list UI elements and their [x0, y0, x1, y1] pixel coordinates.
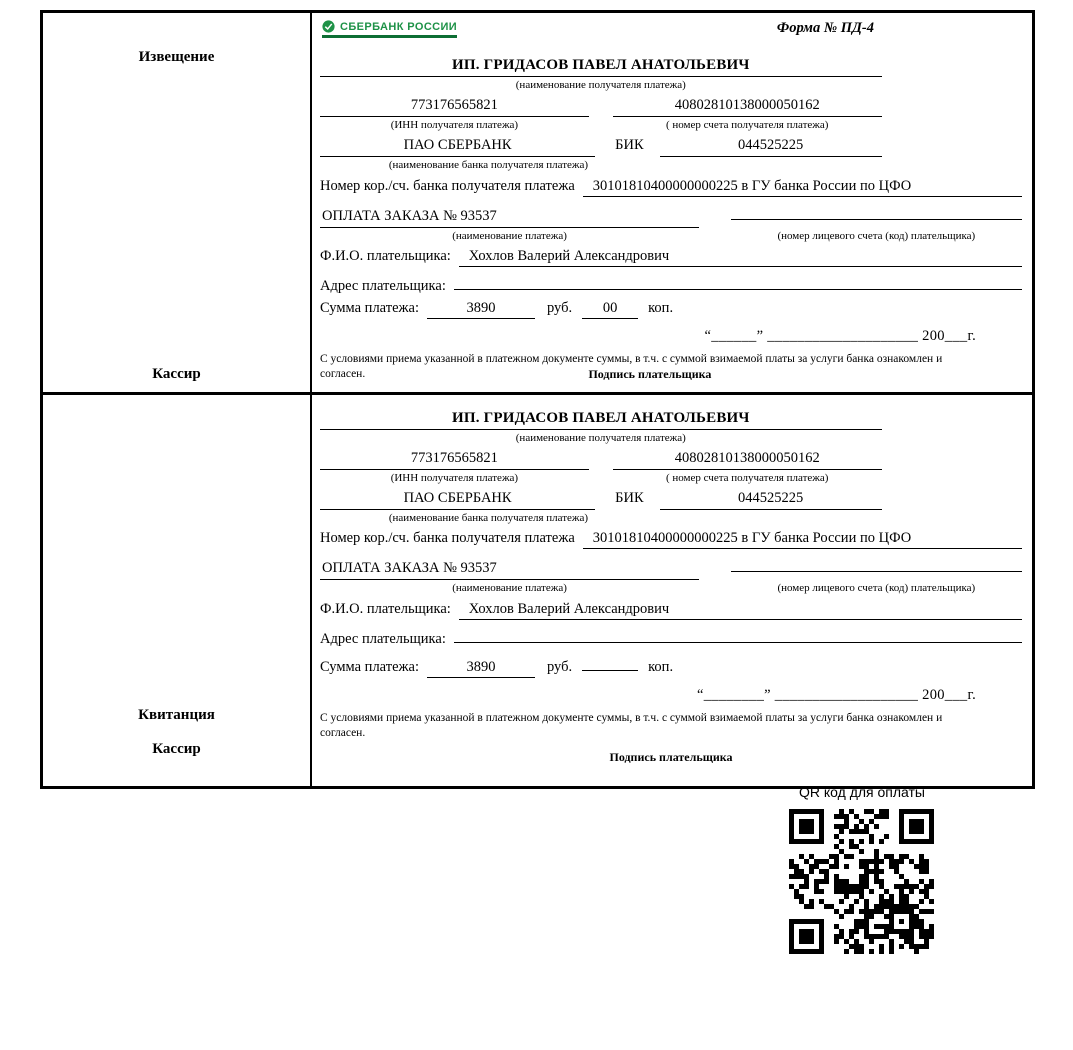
corr-account-label: Номер кор./сч. банка получателя платежа: [320, 530, 575, 547]
inn-value: 773176565821: [320, 97, 589, 117]
bank-name: ПАО СБЕРБАНК: [320, 137, 595, 157]
receipt-left-cell: [43, 395, 312, 786]
bank-caption: (наименование банка получателя платежа): [388, 512, 589, 525]
form-number: Форма № ПД-4: [776, 20, 874, 36]
payer-address-label: Адрес плательщика:: [320, 630, 446, 647]
amount-value: 3890: [427, 300, 535, 319]
amount-label: Сумма платежа:: [320, 658, 419, 675]
agreement-text: С условиями приема указанной в платежном документе суммы, в т.ч. с суммой взимаемой платы за услуги банка ознакомлен и согласен.: [320, 352, 943, 381]
bik-value: 044525225: [660, 490, 882, 510]
date-line: “________” ___________________ 200___г.: [696, 686, 976, 703]
account-caption: ( номер счета получателя платежа): [665, 119, 829, 132]
signature-label: Подпись плательщика: [588, 366, 712, 381]
amount-value: 3890: [427, 659, 535, 678]
bank-name: ПАО СБЕРБАНК: [320, 490, 595, 510]
payer-address-blank: [454, 625, 1022, 643]
qr-label: QR код для оплаты: [798, 784, 925, 800]
cashier-label: Кассир: [152, 365, 201, 382]
sberbank-logo: [322, 20, 457, 38]
payer-name-label: Ф.И.О. плательщика:: [320, 247, 451, 264]
notice-content: [312, 13, 1032, 392]
cashier-label: Кассир: [152, 740, 201, 757]
inn-caption: (ИНН получателя платежа): [390, 119, 519, 132]
qr-section: [789, 784, 935, 954]
kopeck-blank: [582, 653, 638, 671]
corr-account-label: Номер кор./сч. банка получателя платежа: [320, 177, 575, 194]
recipient-caption: (наименование получателя платежа): [515, 79, 686, 91]
receipt-content: [312, 395, 1032, 786]
date-line: “______” ____________________ 200___г.: [704, 327, 976, 344]
account-value: 40802810138000050162: [613, 450, 882, 470]
payer-name-label: Ф.И.О. плательщика:: [320, 600, 451, 617]
receipt-section: [43, 392, 1032, 786]
signature-label: Подпись плательщика: [609, 749, 733, 764]
rub-label: руб.: [547, 299, 573, 316]
recipient-name: ИП. ГРИДАСОВ ПАВЕЛ АНАТОЛЬЕВИЧ: [320, 410, 882, 430]
payment-purpose: ОПЛАТА ЗАКАЗА № 93537: [320, 560, 699, 580]
agreement-text: С условиями приема указанной в платежном документе суммы, в т.ч. с суммой взимаемой платы за услуги банка ознакомлен и согласен.: [320, 711, 943, 740]
sberbank-logo-text: СБЕРБАНК РОССИИ: [340, 20, 458, 33]
amount-label: Сумма платежа:: [320, 299, 419, 316]
bik-label: БИК: [615, 490, 644, 507]
recipient-name: ИП. ГРИДАСОВ ПАВЕЛ АНАТОЛЬЕВИЧ: [320, 57, 882, 77]
notice-header-row: [320, 20, 1022, 52]
inn-value: 773176565821: [320, 450, 589, 470]
inn-caption: (ИНН получателя платежа): [390, 471, 519, 484]
purpose-caption-gap: [699, 230, 731, 243]
kop-label: коп.: [648, 658, 674, 675]
bik-value: 044525225: [660, 137, 882, 157]
account-caption: ( номер счета получателя платежа): [665, 471, 829, 484]
personal-account-blank: [731, 202, 1022, 220]
payer-address-blank: [454, 272, 1022, 290]
payer-name-value: Хохлов Валерий Александрович: [459, 248, 1022, 267]
purpose-caption-gap: [699, 582, 731, 595]
kopeck-value: 00: [582, 300, 638, 319]
payment-purpose: ОПЛАТА ЗАКАЗА № 93537: [320, 208, 699, 228]
recipient-caption: (наименование получателя платежа): [515, 431, 686, 444]
bank-caption: (наименование банка получателя платежа): [388, 159, 589, 172]
personal-account-caption: (номер лицевого счета (код) плательщика): [777, 229, 976, 242]
kop-label: коп.: [648, 299, 674, 316]
rub-label: руб.: [547, 658, 573, 675]
payer-address-label: Адрес плательщика:: [320, 277, 446, 294]
pd4-payment-form: [40, 10, 1035, 789]
sberbank-logo-bar: [322, 35, 457, 38]
purpose-caption: (наименование платежа): [452, 582, 567, 595]
notice-section: [43, 13, 1032, 392]
receipt-label: Квитанция: [138, 706, 215, 723]
personal-account-caption: (номер лицевого счета (код) плательщика): [777, 582, 976, 595]
personal-account-blank: [731, 554, 1022, 572]
notice-left-cell: [43, 13, 312, 392]
qr-code: [789, 809, 934, 954]
corr-account-value: 30101810400000000225 в ГУ банка России по ЦФО: [583, 530, 1022, 549]
bik-label: БИК: [615, 137, 644, 154]
sberbank-logo-line: [322, 20, 457, 33]
account-value: 40802810138000050162: [613, 97, 882, 117]
payer-name-value: Хохлов Валерий Александрович: [459, 601, 1022, 620]
notice-label: Извещение: [138, 49, 215, 65]
corr-account-value: 30101810400000000225 в ГУ банка России по ЦФО: [583, 178, 1022, 197]
purpose-caption: (наименование платежа): [452, 229, 567, 242]
sberbank-logo-icon: [322, 20, 335, 33]
